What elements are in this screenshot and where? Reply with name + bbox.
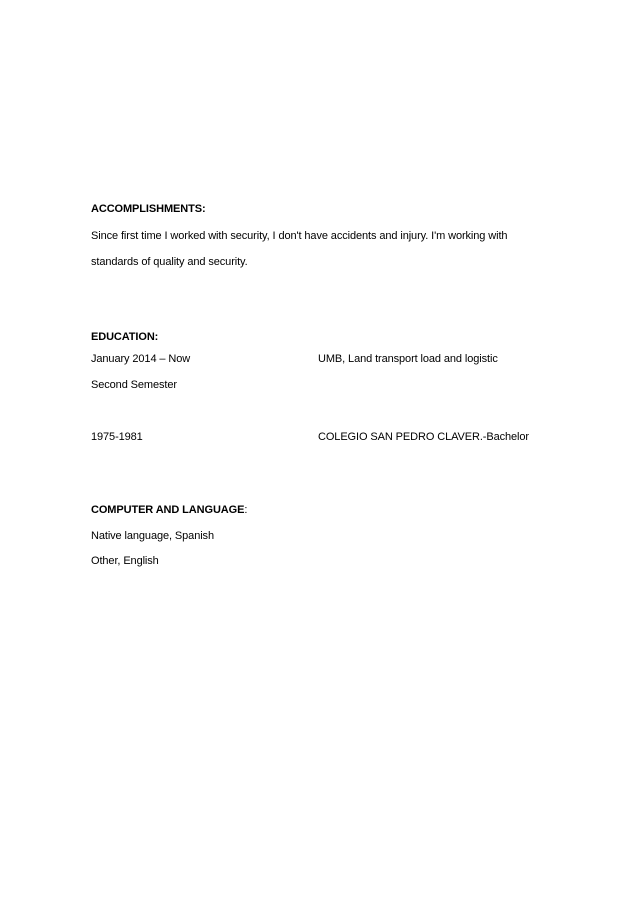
education-date-2: 1975-1981 xyxy=(91,431,143,443)
education-detail-1: Second Semester xyxy=(91,379,177,391)
computer-language-heading-line xyxy=(91,503,247,517)
language-item-1: Native language, Spanish xyxy=(91,530,214,542)
computer-language-heading: COMPUTER AND LANGUAGE xyxy=(91,504,245,516)
education-institution-1: UMB, Land transport load and logistic xyxy=(318,353,498,365)
education-institution-2: COLEGIO SAN PEDRO CLAVER.-Bachelor xyxy=(318,431,529,443)
language-item-2: Other, English xyxy=(91,555,159,567)
education-heading: EDUCATION: xyxy=(91,331,159,343)
education-date-1: January 2014 – Now xyxy=(91,353,191,365)
accomplishments-text-line-2: standards of quality and security. xyxy=(91,256,248,268)
computer-language-heading-colon: : xyxy=(244,504,248,516)
accomplishments-text-line-1: Since first time I worked with security, I don't have accidents and injury. I'm working with xyxy=(91,230,508,242)
accomplishments-heading: ACCOMPLISHMENTS: xyxy=(91,203,206,215)
